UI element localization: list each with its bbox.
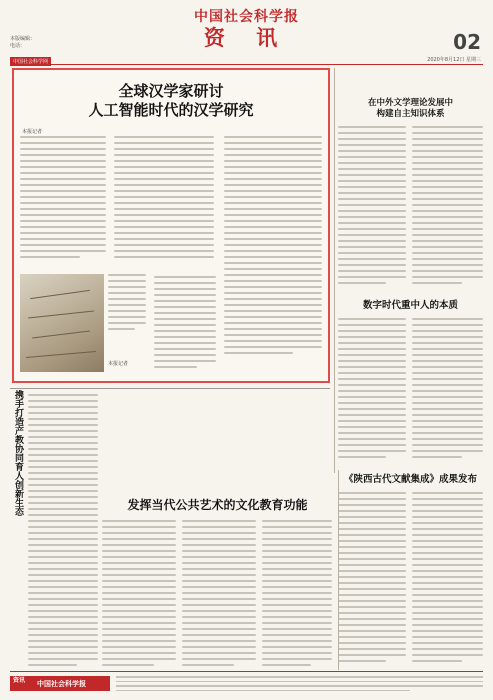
- footer-logo-main: 中国社会科学报: [37, 679, 86, 688]
- vertical-headline-text: [12, 390, 23, 516]
- vertical-label-b: 产教协同育人创新生态: [13, 426, 23, 516]
- bottom-article-headline[interactable]: 发挥当代公共艺术的文化教育功能: [127, 498, 308, 512]
- side-article-3-col-a: [338, 492, 406, 668]
- web-banner[interactable]: 中国社会科学网: [10, 57, 51, 66]
- headline-line-2: 人工智能时代的汉学研究: [88, 101, 254, 119]
- column-divider: [334, 68, 335, 473]
- feature-col-1: [20, 136, 106, 268]
- feature-col-2: [114, 136, 214, 268]
- section-title: 资 讯: [203, 25, 290, 50]
- editor-info: [10, 36, 160, 50]
- page-number: 02: [453, 30, 481, 54]
- side-headline-1b: 构建自主知识体系: [376, 109, 445, 119]
- column-divider-2: [338, 470, 339, 670]
- feature-col-2b: [154, 276, 216, 372]
- section-rule: [10, 388, 330, 389]
- side-article-2-col-a: [338, 318, 406, 466]
- page-date: 2020年8月12日 星期三: [427, 57, 481, 63]
- page-footer: [10, 674, 483, 696]
- bottom-col-1: [28, 394, 98, 670]
- vertical-label-a: 携手打造: [13, 390, 23, 426]
- side-headline-1a: 在中外文学理论发展中: [367, 98, 453, 108]
- side-article-headline-2[interactable]: 数字时代重中人的本质: [362, 300, 458, 311]
- bottom-col-2: [102, 520, 176, 670]
- headline-line-1: 全球汉学家研讨: [118, 82, 224, 100]
- page-header: [10, 6, 483, 64]
- footer-info: [116, 676, 483, 694]
- feature-byline: 本报记者: [22, 129, 43, 135]
- side-article-3-col-b: [412, 492, 483, 668]
- vertical-headline[interactable]: [12, 390, 24, 540]
- side-article-1-col-a: [338, 126, 406, 294]
- side-article-headline-3[interactable]: 《陕西古代文献集成》成果发布: [343, 474, 477, 485]
- photo-credit: 本报记者: [108, 361, 129, 367]
- header-rule: [10, 64, 483, 65]
- bottom-col-4: [262, 520, 332, 670]
- bottom-col-3: [182, 520, 256, 670]
- side-article-headline-1[interactable]: [338, 98, 483, 120]
- side-article-2-col-b: [412, 318, 483, 466]
- masthead: 中国社会科学报: [194, 9, 299, 25]
- feature-photo: [20, 274, 104, 372]
- phone-line: 电话：: [10, 43, 26, 49]
- footer-rule: [10, 671, 483, 672]
- footer-logo-small: 资讯: [13, 677, 26, 684]
- footer-logo[interactable]: [10, 676, 110, 691]
- editor-line: 本版编辑：: [10, 36, 36, 42]
- side-article-1-col-b: [412, 126, 483, 294]
- feature-article[interactable]: [12, 68, 330, 383]
- caption-text: [108, 274, 146, 344]
- feature-headline[interactable]: [14, 82, 328, 120]
- feature-col-3: [224, 136, 322, 372]
- photo-caption: [108, 274, 146, 372]
